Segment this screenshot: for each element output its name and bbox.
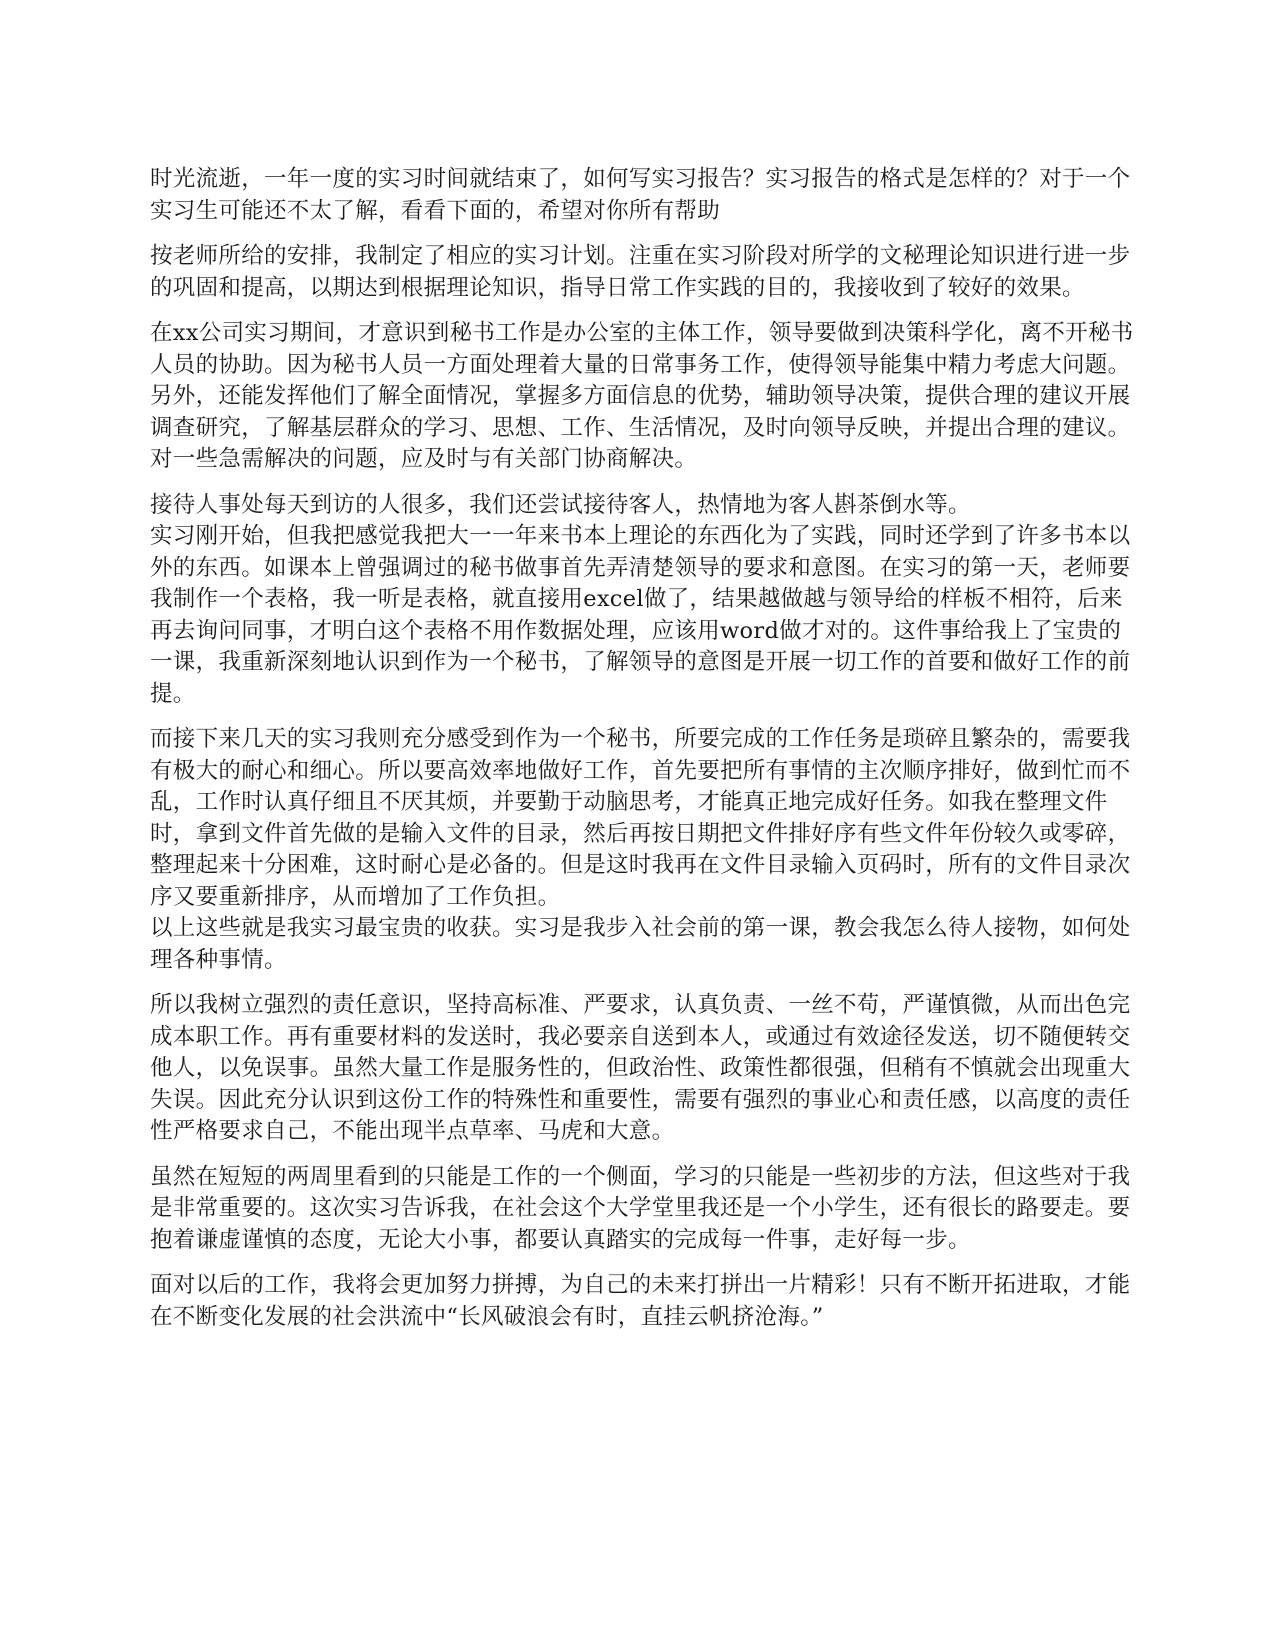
patience-paragraph: 而接下来几天的实习我则充分感受到作为一个秘书，所要完成的工作任务是琐碎且繁杂的，需要我有极大的耐心和细心。所以要高效率地做好工作，首先要把所有事情的主次顺序排好，做到忙而不乱，工作时认真仔细且不厌其烦，并要勤于动脑思考，才能真正地完成好任务。如我在整理文件时，拿到文件首先做的是输入文件的目录，然后再按日期把文件排好序有些文件年份较久或零碎，整理起来十分困难，这时耐心是必备的。但是这时我再在文件目录输入页码时，所有的文件目录次序又要重新排序，从而增加了工作负担。 bbox=[150, 726, 1131, 910]
responsibility-paragraph: 所以我树立强烈的责任意识，坚持高标准、严要求，认真负责、一丝不苟，严谨慎微，从而出色完成本职工作。再有重要材料的发送时，我必要亲自送到本人，或通过有效途径发送，切不随便转交他人，以免误事。虽然大量工作是服务性的，但政治性、政策性都很强，但稍有不慎就会出现重大失误。因此充分认识到这份工作的特殊性和重要性，需要有强烈的事业心和责任感，以高度的责任性严格要求自己，不能出现半点草率、马虎和大意。 bbox=[150, 992, 1131, 1144]
reception-paragraph: 接待人事处每天到访的人很多，我们还尝试接待客人，热情地为客人斟茶倒水等。 bbox=[150, 491, 971, 518]
first-day-paragraph: 实习刚开始，但我把感觉我把大一一年来书本上理论的东西化为了实践，同时还学到了许多书本以外的东西。如课本上曾强调过的秘书做事首先弄清楚领导的要求和意图。在实习的第一天，老师要我制作一个表格，我一听是表格，就直接用excel做了，结果越做越与领导给的样板不相符，后来再去询问同事，才明白这个表格不用作数据处理，应该用word做才对的。这件事给我上了宝贵的一课，我重新深刻地认识到作为一个秘书，了解领导的意图是开展一切工作的首要和做好工作的前提。 bbox=[150, 523, 1131, 707]
secretary-role-paragraph: 在xx公司实习期间，才意识到秘书工作是办公室的主体工作，领导要做到决策科学化，离不开秘书人员的协助。因为秘书人员一方面处理着大量的日常事务工作，使得领导能集中精力考虑大问题。另外，还能发挥他们了解全面情况，掌握多方面信息的优势，辅助领导决策，提供合理的建议开展调查研究，了解基层群众的学习、思想、工作、生活情况，及时向领导反映，并提出合理的建议。对一些急需解决的问题，应及时与有关部门协商解决。 bbox=[150, 320, 1134, 472]
gains-paragraph: 以上这些就是我实习最宝贵的收获。实习是我步入社会前的第一课，教会我怎么待人接物，如何处理各种事情。 bbox=[150, 915, 1131, 973]
plan-paragraph: 按老师所给的安排，我制定了相应的实习计划。注重在实习阶段对所学的文秘理论知识进行进一步的巩固和提高，以期达到根据理论知识，指导日常工作实践的目的，我接收到了较好的效果。 bbox=[150, 243, 1131, 301]
intro-paragraph: 时光流逝，一年一度的实习时间就结束了，如何写实习报告？实习报告的格式是怎样的？对于一个实习生可能还不太了解，看看下面的，希望对你所有帮助 bbox=[150, 166, 1131, 224]
reflection-paragraph: 虽然在短短的两周里看到的只能是工作的一个侧面，学习的只能是一些初步的方法，但这些对于我是非常重要的。这次实习告诉我，在社会这个大学堂里我还是一个小学生，还有很长的路要走。要抱着谦虚谨慎的态度，无论大小事，都要认真踏实的完成每一件事，走好每一步。 bbox=[150, 1163, 1131, 1253]
document-body bbox=[150, 164, 1135, 1347]
closing-paragraph: 面对以后的工作，我将会更加努力拼搏，为自己的未来打拼出一片精彩！只有不断开拓进取，才能在不断变化发展的社会洪流中“长风破浪会有时，直挂云帆挤沧海。” bbox=[150, 1272, 1131, 1330]
